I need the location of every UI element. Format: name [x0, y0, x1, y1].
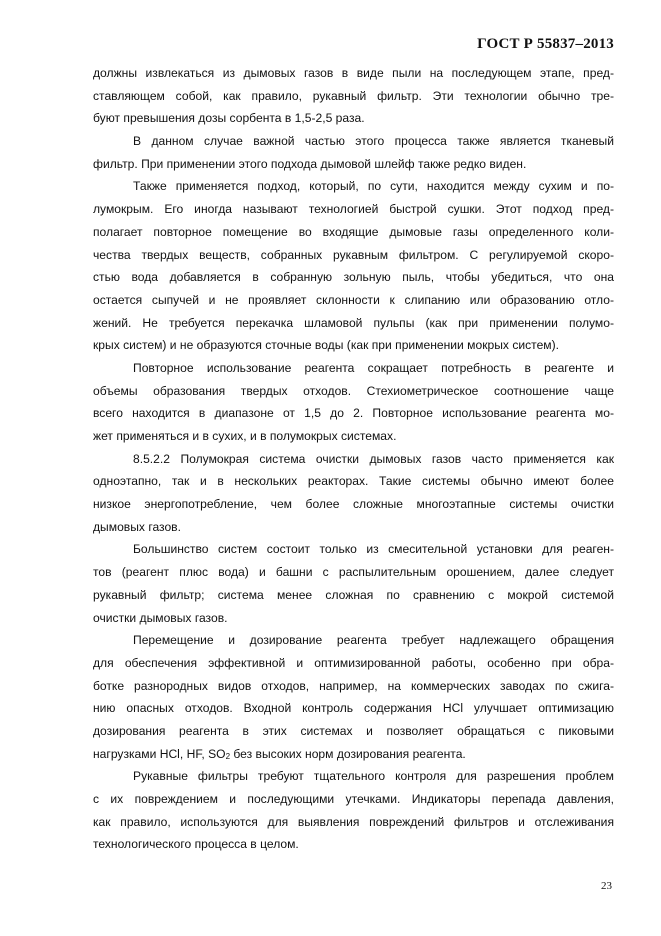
- paragraph: [93, 629, 614, 765]
- text-line: стью вода добавляется в собранную зольную пыль, чтобы убедиться, что она: [93, 270, 614, 285]
- text-line: должны извлекаться из дымовых газов в виде пыли на последующем этапе, пред-: [93, 66, 614, 80]
- text-line: чества твердых веществ, собранных рукавным фильтром. С регулируемой скоро-: [93, 247, 614, 262]
- text-line: дозирования реагента в этих системах и позволяет обращаться с пиковыми: [93, 723, 614, 738]
- text-line: фильтр. При применении этого подхода дымовой шлейф также редко виден.: [93, 156, 527, 171]
- text-line: Также применяется подход, который, по сути, находится между сухим и по-: [133, 179, 614, 194]
- text-line: жет применяться и в сухих, и в полумокрых системах.: [93, 429, 397, 443]
- text-line: объемы образования твердых отходов. Стехиометрическое соотношение чаще: [93, 383, 614, 398]
- text-line: [93, 743, 614, 766]
- text-line: для обеспечения эффективной и оптимизированной работы, особенно при обра-: [93, 655, 614, 670]
- text-segment: нагрузками HCl, HF, SO: [93, 746, 226, 761]
- subscript: 2: [225, 751, 231, 761]
- text-line: лумокрым. Его иногда называют технологией быстрой сушки. Этот подход пред-: [93, 202, 614, 217]
- document-standard-header: ГОСТ Р 55837–2013: [477, 36, 614, 52]
- text-line: нию опасных отходов. Входной контроль содержания HCl улучшает оптимизацию: [93, 701, 614, 716]
- text-line: Повторное использование реагента сокращает потребность в реагенте и: [133, 360, 614, 375]
- text-line: остается сыпучей и не проявляет склонности к слипанию или образованию отло-: [93, 292, 614, 307]
- text-line: ставляющем собой, как правило, рукавный фильтр. Эти технологии обычно тре-: [93, 88, 614, 103]
- text-line: одноэтапно, так и в нескольких реакторах. Такие системы обычно имеют более: [93, 474, 614, 489]
- text-line: рукавный фильтр; система менее сложная по сравнению с мокрой системой: [93, 587, 614, 602]
- text-line: как правило, используются для выявления повреждений фильтров и отслеживания: [93, 814, 614, 829]
- document-body: [93, 62, 614, 856]
- text-line: очистки дымовых газов.: [93, 610, 228, 625]
- text-line: дымовых газов.: [93, 519, 181, 534]
- text-line: технологического процесса в целом.: [93, 837, 299, 852]
- paragraph: [93, 175, 614, 357]
- text-line: полагает повторное помещение во входящие дымовые газы определенного коли-: [93, 224, 614, 239]
- page-number: 23: [601, 880, 612, 892]
- paragraph: [93, 538, 614, 629]
- text-line: 8.5.2.2 Полумокрая система очистки дымовых газов часто применяется как: [133, 451, 614, 466]
- text-line: Рукавные фильтры требуют тщательного контроля для разрешения проблем: [133, 769, 614, 784]
- text-segment: без высоких норм дозирования реагента.: [230, 746, 466, 761]
- paragraph: [93, 357, 614, 448]
- text-line: Перемещение и дозирование реагента требует надлежащего обращения: [133, 633, 614, 648]
- text-line: крых систем) и не образуются сточные воды (как при применении мокрых систем).: [93, 338, 560, 353]
- text-line: Большинство систем состоит только из смесительной установки для реаген-: [133, 542, 614, 557]
- text-line: низкое энергопотребление, чем более сложные многоэтапные системы очистки: [93, 497, 614, 512]
- text-line: жений. Не требуется перекачка шламовой пульпы (как при применении полумо-: [93, 315, 614, 330]
- text-line: всего находится в диапазоне от 1,5 до 2. Повторное использование реагента мо-: [93, 406, 614, 421]
- paragraph: [93, 62, 614, 130]
- paragraph: [93, 765, 614, 856]
- text-line: В данном случае важной частью этого процесса также является тканевый: [133, 134, 614, 149]
- text-line: ботке разнородных видов отходов, например, на коммерческих заводах по сжига-: [93, 678, 614, 693]
- paragraph: [93, 448, 614, 539]
- text-line: буют превышения дозы сорбента в 1,5-2,5 раза.: [93, 111, 365, 126]
- text-line: с их повреждением и последующими утечками. Индикаторы перепада давления,: [93, 792, 614, 806]
- text-line: тов (реагент плюс вода) и башни с распылительным орошением, далее следует: [93, 565, 614, 580]
- paragraph: [93, 130, 614, 175]
